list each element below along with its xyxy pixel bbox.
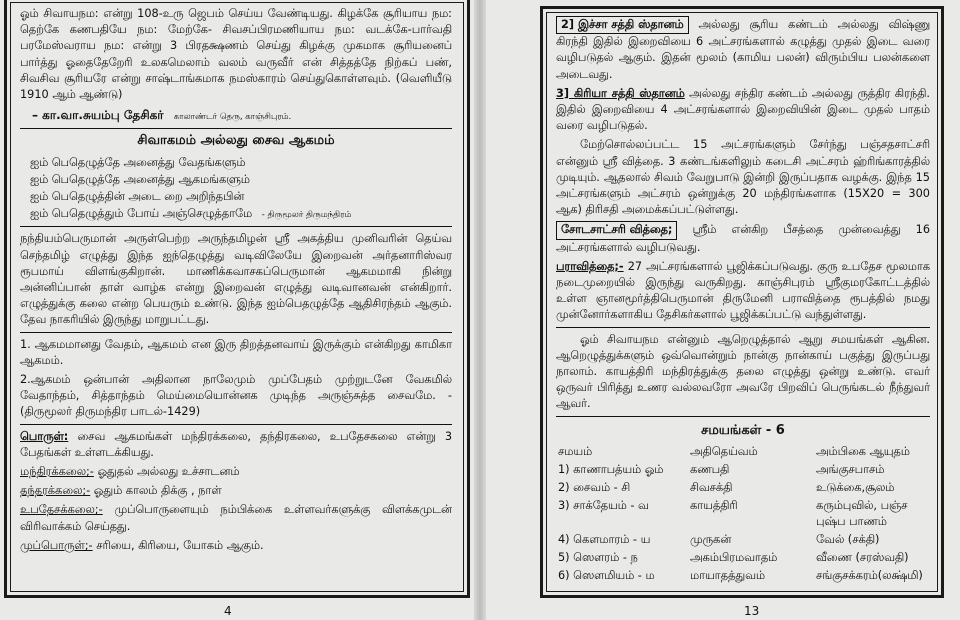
- item-source: - (திருமூலர் திருமந்திர பாடல்-1429): [20, 389, 452, 419]
- samayam-heading: சமயங்கள் - 6: [701, 422, 785, 438]
- table-header-row: [556, 443, 930, 461]
- divider: [20, 424, 452, 425]
- verse-line: ஐம் பெதெழுத்தும் போய் அஞ்செழுத்தாமே - திருமூலர் திருமந்திரம்: [30, 207, 352, 221]
- body-paragraph: நந்தியம்பெருமான் அருள்பெற்ற அருந்தமிழன் ஸ்ரீ அகத்திய முனிவரின் தெய்வ செந்தமிழ் எழுத்து இந்த ஐந்தெழுத்து வடிவிலேயே இறைவன் அர்தனாரிஸ்வர ரூபமாய் விளங்குகிறான். மாணிக்கவாசகப்பெருமான் ஆகமமாகி நின்று அன்னிப்பான் தாள் வாழ்க என்று இறைவன் எழுத்து வடிவானவன் என்கிறார். எழுத்துக்கு கலை என்ற பெயரும் உண்டு. இந்த ஐம்பெதழுத்தே ஆதிசிரந்தம் ஆகும். தேவ நாகரியில் இருந்து மாறுபட்டது.: [20, 232, 452, 327]
- table-row: 3) சாக்தேயம் - வ காயத்திரி கரும்புவில், பஞ்ச புஷ்ப பாணம்: [558, 498, 908, 528]
- list-item-2: 2.ஆகமம் ஒன்பான் அதிலான நாலேமும் முப்பேதம் முற்றுடனே வேகமில் வேதாந்தம், சித்தாந்தம் மெய்மையொன்னக முடிந்த அருஞ்சுத்த சைவமே. - (திருமூலர் திருமந்திர பாடல்-1429): [20, 373, 452, 419]
- para-vidhai-label: பராவித்தை;-: [556, 259, 624, 273]
- sthanam-2-label: 2] இச்சா சத்தி ஸ்தானம்: [556, 16, 689, 34]
- table-row: 6) ஸௌமியம் - ம மாயாதத்துவம் சங்குசக்கரம்(லக்ஷ்மி): [558, 568, 923, 582]
- signature: [32, 107, 452, 125]
- verse-line: ஐம் பெதெழுத்தே அனைத்து ஆகமங்களும்: [30, 172, 250, 186]
- section-heading: சிவாகமம் அல்லது சைவ ஆகமம்: [137, 133, 335, 149]
- table-header: அம்பிகை ஆயுதம்: [816, 444, 910, 458]
- page-number: 13: [744, 604, 760, 618]
- verse-source: - திருமூலர் திருமந்திரம்: [261, 210, 352, 221]
- table-header: அதிதெய்வம்: [690, 444, 758, 458]
- table-row: 2) சைவம் - சி சிவசக்தி உடுக்கை,சூலம்: [558, 480, 895, 494]
- porul-paragraph: பொருள்: சைவ ஆகமங்கள் மந்திரக்கலை, தந்திரகலை, உபதேசகலை என்று 3 பேதங்கள் உள்ளடக்கியது.: [20, 429, 453, 459]
- signature-name: – கா.வா.சுயம்பு தேசிகர்: [32, 108, 164, 123]
- table-row: 1) காணாபத்யம் ஓம் கணபதி அங்குசபாசம்: [558, 462, 885, 476]
- intro-paragraph: ஓம் சிவாயநம: என்று 108-உரு ஜெபம் செய்ய வேண்டியது. கிழக்கே சூரியாய நம: தெற்கே கணபதியே நம: மேற்கே- சிவசப்பிரமணியாய நம: வடக்கே-பார்வதி பரமேஸ்வராய நம: என்று 3 பிரதக்ஷணம் செய்து கிழக்கு முகமாக சூரியனைப் பார்த்து ஓதைதேறேரி உலகமெலாம் வலம் வருவீர் என் சித்தத்தே நிற்கப் பண், சிவசிவ சூரியரே என்று சாஷ்டாங்கமாக நமஸ்காரம் செய்துகொள்ளவும். (வெளியீடு 1910 ஆம் ஆண்டு): [20, 7, 452, 102]
- definition-item: உபதேசக்கலை;- முப்பொருளையும் நம்பிக்கை உள்ளவர்களுக்கு விளக்கமுடன் விரிவாக்கம் செய்தது.: [20, 503, 452, 533]
- body-paragraph: ஓம் சிவாயநம என்னும் ஆறெழுத்தால் ஆறு சமயங்கள் ஆகின. ஆறெழுத்துக்களும் ஒவ்வொன்றும் நான்கு நான்காய் பகுத்து இருப்பது நாலாம். காயத்திரி மந்திரத்துக்கு தலை எழுத்து ஒன்று உண்டு. எவர் ஒருவர் பிரித்து உணர வல்லவரோ அவரே பிறவிப் பெருங்கடல் நீந்துவர் ஆவர்.: [556, 332, 930, 411]
- table-header: சமயம்: [558, 444, 593, 458]
- book-gutter: [474, 0, 486, 620]
- signature-address: காலாண்டர் தெரு, காஞ்சிபுரம்.: [173, 112, 292, 123]
- definition-item: மந்திரக்கலை;- ஓதுதல் அல்லது உச்சாடனம்: [20, 465, 240, 479]
- shodasi-label: சோடசாட்சரி வித்தை;: [556, 221, 677, 239]
- verse-line: ஐம் பெதெழுத்தே அனைத்து வேதங்களும்: [30, 155, 246, 169]
- table-row: 4) கௌமாரம் - ய முருகன் வேல் (சக்தி): [558, 532, 880, 546]
- porul-label: பொருள்:: [20, 429, 69, 443]
- samayam-table: [556, 443, 930, 585]
- verse-line: ஐம் பெதெழுத்தின் அடை றை அறிந்தபின்: [30, 190, 245, 204]
- page-number: 4: [224, 604, 232, 618]
- para-vidhai-paragraph: பராவித்தை;- 27 அட்சரங்களால் பூஜிக்கப்படுவது. குரு உபதேச மூலமாக நடைமுறையில் இருந்து வருகிறது. காஞ்சிபுரம் ஸ்ரீகுமரகோட்டத்தில் உள்ள ஞானமூர்த்திபெருமான் திருமேனி பராவித்தை ரூபத்தில் நமது முன்னோர்களாகிய தேசிகர்களால் பூஜிக்கப்பட்டு வந்துள்ளது.: [556, 259, 930, 322]
- left-page: [0, 0, 474, 620]
- definition-item: தந்தரக்கலை;- ஓதும் காலம் திக்கு , நாள்: [20, 484, 222, 498]
- right-page: [486, 0, 960, 620]
- right-page-content: [556, 16, 930, 585]
- table-row: 5) ஸௌரம் - ந அகம்பிரமவாதம் வீணை (சரஸ்வதி): [558, 550, 909, 564]
- divider: [20, 128, 452, 129]
- body-paragraph: மேற்சொல்லப்பட்ட 15 அட்சரங்களும் சேர்ந்து பஞ்சதசாட்சரி என்னும் ஸ்ரீ வித்தை. 3 கண்டங்களிலும் கடைசி அட்சரம் ஹ்ரிங்காரத்தில் முடியும். ஆதலால் சிவம் வேறுபாடு இன்றி இருப்பதாக வழக்கு. இந்த 15 அட்சரங்களும் அட்சரம் ஒன்றுக்கு 20 மந்திரங்களாக (15X20 = 300 ஆக) திரிசதி அமைக்கப்பட்டுள்ளது.: [556, 138, 930, 217]
- definition-item: முப்பொருள்;- சரியை, கிரியை, யோகம் ஆகும்.: [20, 538, 264, 552]
- sthanam-2: 2] இச்சா சத்தி ஸ்தானம் அல்லது சூரிய கண்டம் அல்லது விஷ்ணு கிரந்தி இதில் இறைவியை 6 அட்சரங்களால் கழுத்து முதல் இடை வரை வழிபடுதல் ஆகும். இதன் மூலம் (காமிய பலன்) விரும்பிய பலன்களை அடைவது.: [556, 18, 931, 81]
- divider: [20, 226, 452, 227]
- divider: [556, 416, 930, 417]
- divider: [20, 332, 452, 333]
- list-item-1: 1. ஆகமமானது வேதம், ஆகமம் என இரு திறத்தனவாய் இருக்கும் என்கிறது காமிகா ஆகமம்.: [20, 337, 452, 367]
- sthanam-3: 3] கிரியா சத்தி ஸ்தானம் அல்லது சந்திர கண்டம் அல்லது ருத்திர கிரந்தி. இதில் இறைவியை 4 அட்சரங்களால் இறைவியின் இடை முதல் பாதம் வரை வழிபடுதல்.: [556, 86, 930, 133]
- left-page-content: [20, 6, 452, 557]
- shodasi-paragraph: சோடசாட்சரி வித்தை; ஸ்ரீம் என்கிற பீசத்தை முன்வைத்து 16 அட்சரங்களால் வழிபடுவது.: [556, 223, 931, 254]
- divider: [556, 327, 930, 328]
- sthanam-3-label: 3] கிரியா சத்தி ஸ்தானம்: [556, 86, 685, 100]
